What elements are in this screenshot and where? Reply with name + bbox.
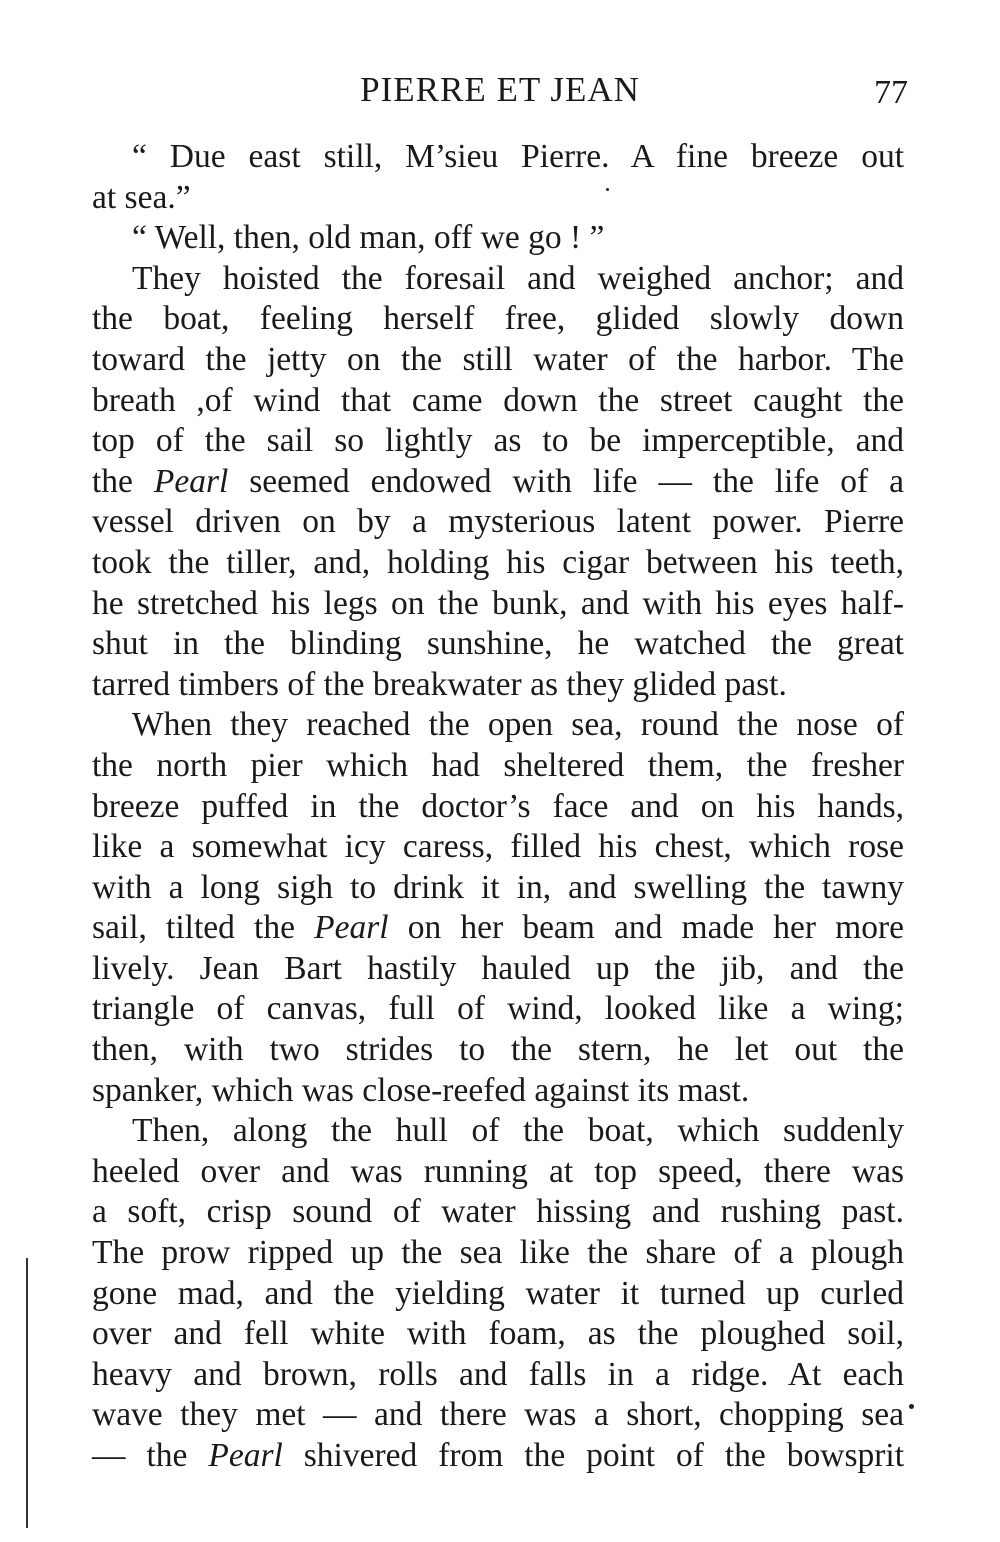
text-line: wave they met — and there was a short, chopping sea bbox=[92, 1396, 904, 1434]
text-line: “ Well, then, old man, off we go ! ” bbox=[132, 219, 605, 257]
text-line: breeze puffed in the doctor’s face and on his hands, bbox=[92, 787, 904, 825]
text-line: Then, along the hull of the boat, which suddenly bbox=[132, 1112, 904, 1150]
ship-name: Pearl bbox=[314, 909, 389, 947]
text-segment: the bbox=[92, 462, 154, 500]
text-segment: sail, tilted the bbox=[92, 909, 315, 947]
text-line bbox=[92, 462, 904, 503]
ink-speck bbox=[606, 188, 609, 191]
text-segment: seemed endowed with life — the life of a bbox=[228, 462, 904, 500]
text-line: lively. Jean Bart hastily hauled up the jib, and the bbox=[92, 949, 904, 987]
text-line: breath ,of wind that came down the street caught the bbox=[92, 381, 904, 419]
text-line: vessel driven on by a mysterious latent power. Pierre bbox=[92, 503, 904, 541]
text-line: took the tiller, and, holding his cigar between his teeth, bbox=[92, 543, 904, 581]
text-line: the boat, feeling herself free, glided slowly down bbox=[92, 300, 904, 338]
text-line: over and fell white with foam, as the ploughed soil, bbox=[92, 1315, 904, 1353]
text-line: he stretched his legs on the bunk, and with his eyes half- bbox=[92, 584, 904, 622]
text-line bbox=[92, 908, 904, 949]
page-number: 77 bbox=[874, 74, 908, 111]
text-line: with a long sigh to drink it in, and swelling the tawny bbox=[92, 868, 904, 906]
running-head bbox=[0, 70, 1000, 114]
text-line: tarred timbers of the breakwater as they glided past. bbox=[92, 665, 787, 703]
ink-speck bbox=[909, 1404, 914, 1409]
body-text bbox=[92, 137, 904, 1477]
ship-name: Pearl bbox=[208, 1437, 283, 1474]
text-segment: shivered from the point of the bowsprit bbox=[282, 1437, 904, 1474]
text-line: heeled over and was running at top speed, there was bbox=[92, 1152, 904, 1190]
text-segment: — the bbox=[92, 1437, 209, 1474]
text-line: heavy and brown, rolls and falls in a ridge. At each bbox=[92, 1355, 904, 1393]
text-line: toward the jetty on the still water of the harbor. The bbox=[92, 340, 904, 378]
text-line: “ Due east still, M’sieu Pierre. A fine breeze out bbox=[132, 138, 904, 175]
ship-name: Pearl bbox=[153, 462, 229, 500]
text-line: the north pier which had sheltered them, the fresher bbox=[92, 746, 904, 784]
running-title: PIERRE ET JEAN bbox=[360, 70, 640, 109]
text-line: triangle of canvas, full of wind, looked like a wing; bbox=[92, 990, 904, 1028]
text-line: gone mad, and the yielding water it turned up curled bbox=[92, 1274, 904, 1312]
margin-rule bbox=[26, 1258, 28, 1528]
text-segment: on her beam and made her more bbox=[388, 909, 905, 947]
text-line: spanker, which was close-reefed against its mast. bbox=[92, 1071, 750, 1109]
text-line: like a somewhat icy caress, filled his chest, which rose bbox=[92, 828, 904, 866]
text-line: top of the sail so lightly as to be imperceptible, and bbox=[92, 422, 904, 460]
text-line: The prow ripped up the sea like the share of a plough bbox=[92, 1234, 904, 1272]
text-line: They hoisted the foresail and weighed anchor; and bbox=[132, 259, 904, 297]
text-line: then, with two strides to the stern, he let out the bbox=[92, 1031, 904, 1069]
text-line: at sea.” bbox=[92, 178, 191, 216]
text-line: When they reached the open sea, round the nose of bbox=[132, 706, 904, 744]
text-line bbox=[92, 1436, 904, 1477]
text-line: shut in the blinding sunshine, he watched the great bbox=[92, 625, 904, 663]
text-line: a soft, crisp sound of water hissing and rushing past. bbox=[92, 1193, 904, 1231]
